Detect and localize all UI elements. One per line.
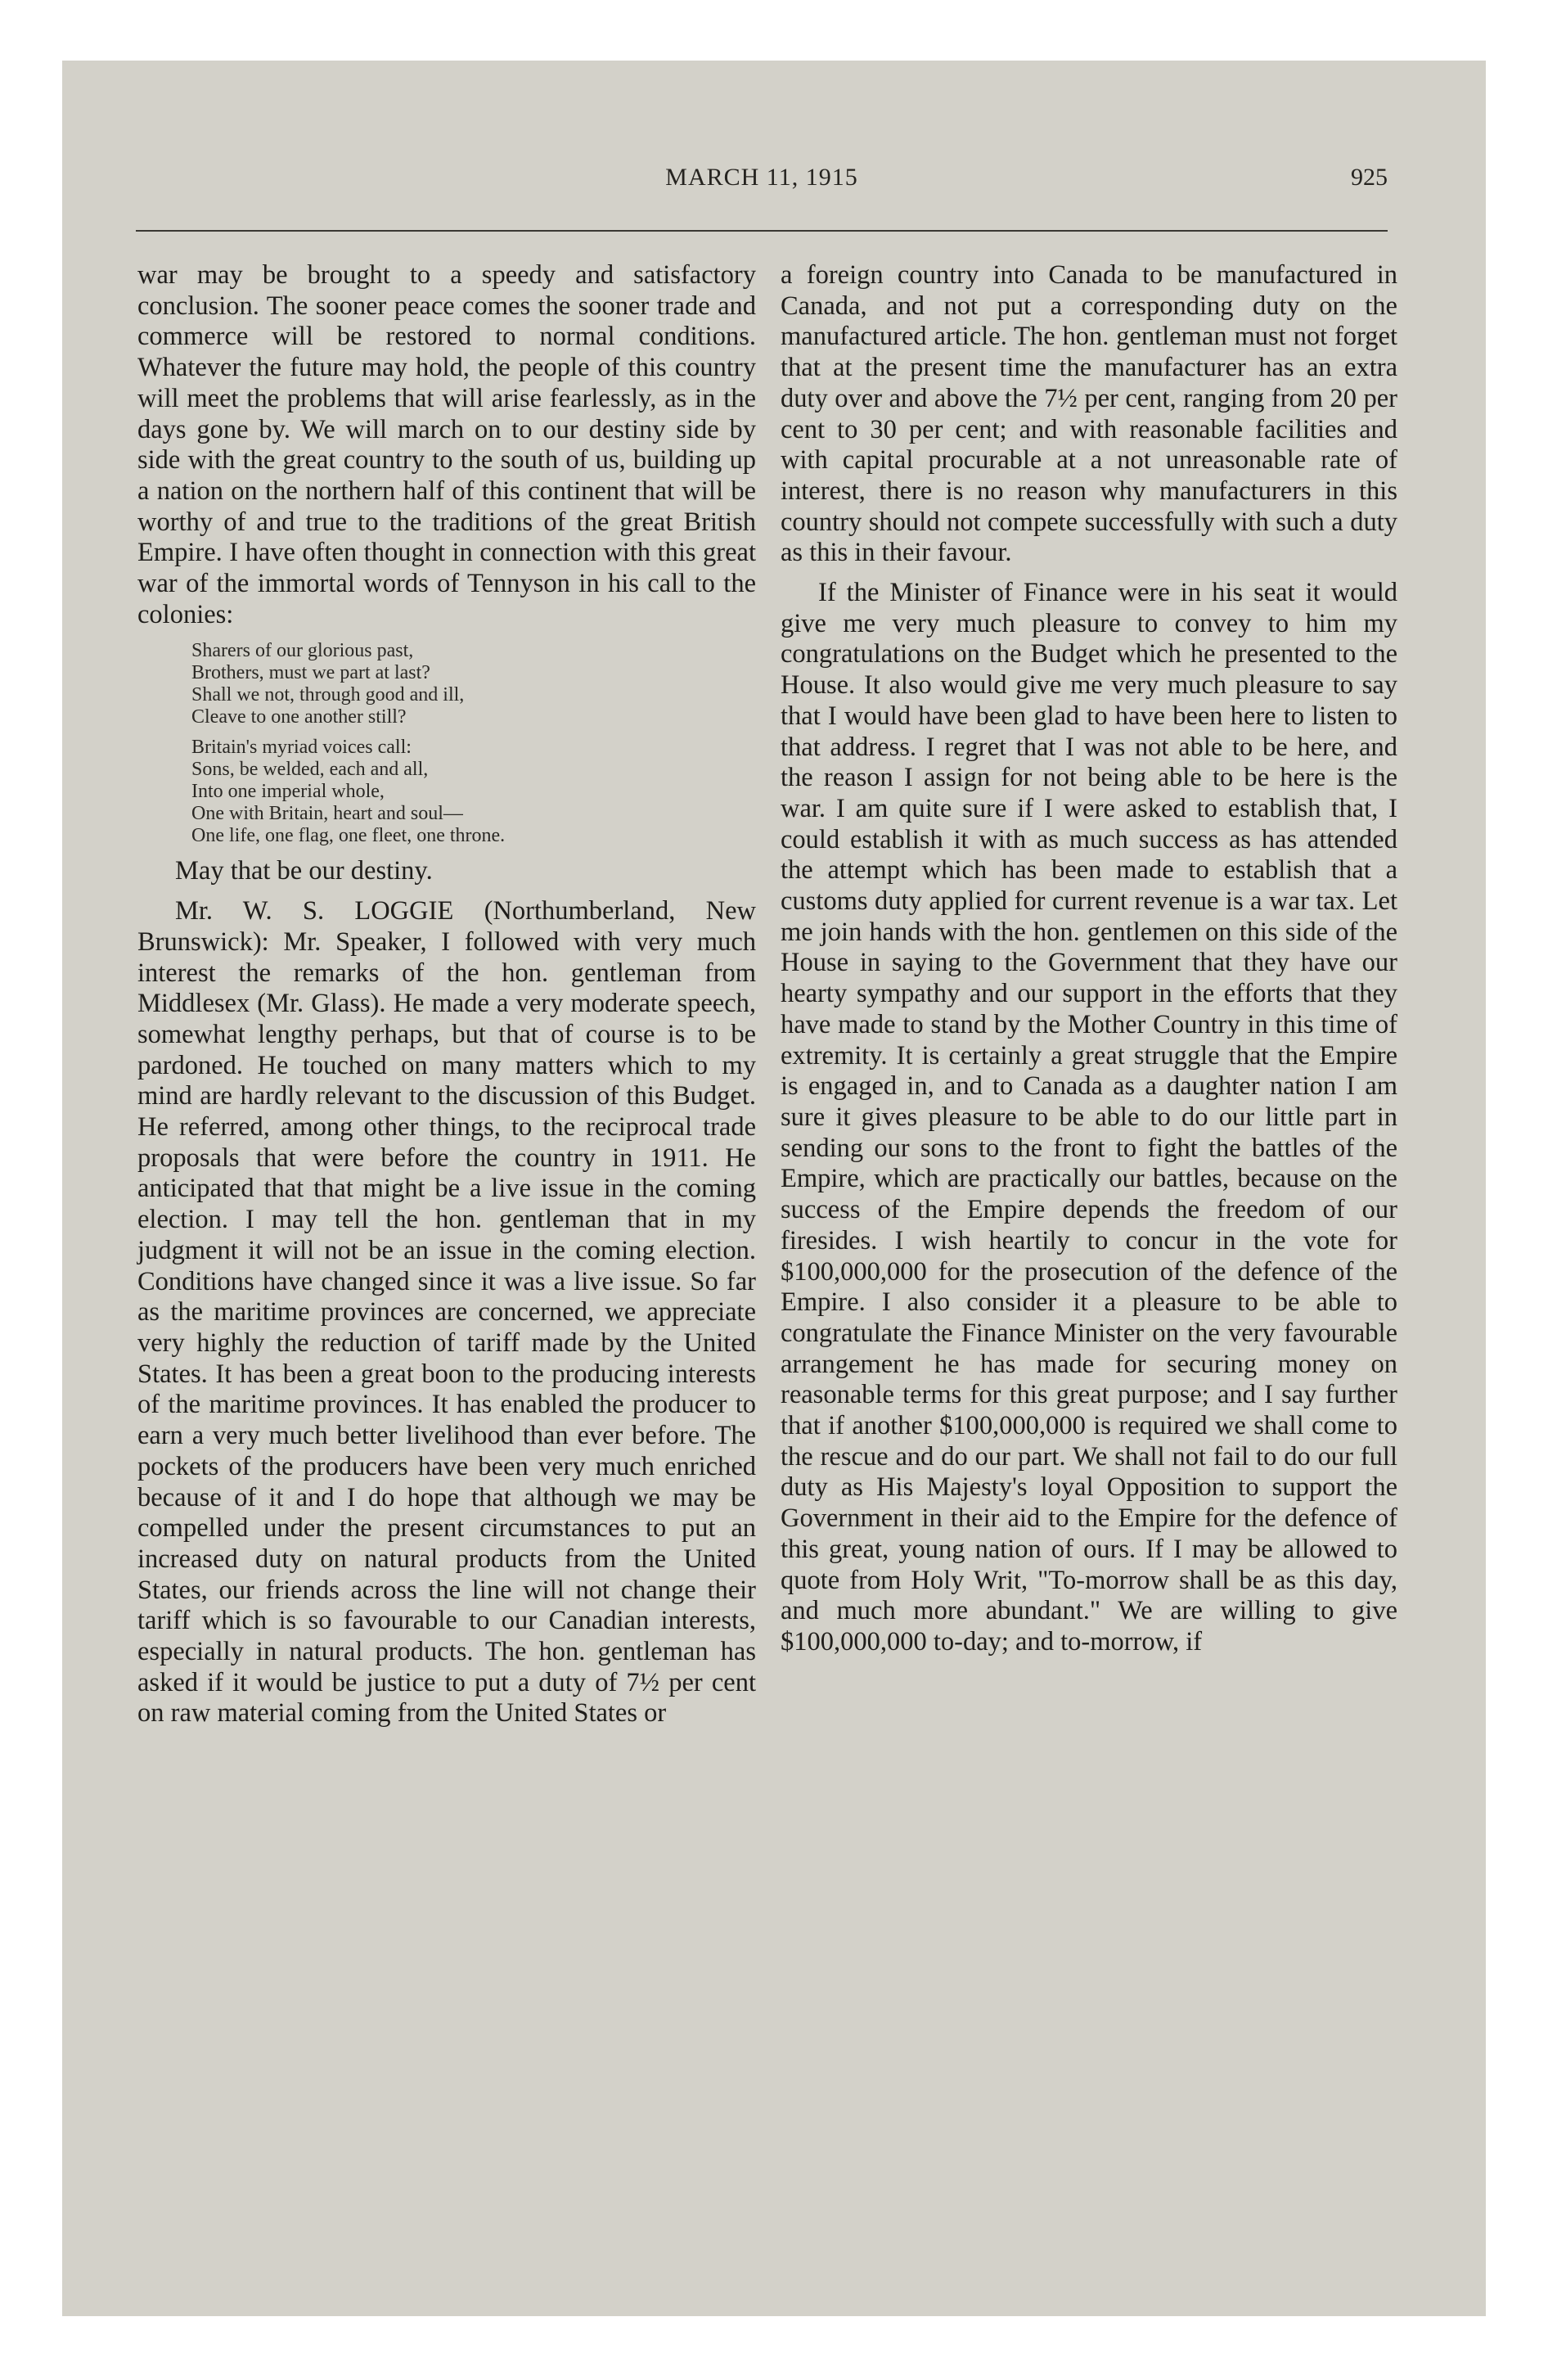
- poem-line: Sharers of our glorious past,: [191, 640, 414, 662]
- poem-line: One life, one flag, one fleet, one throne.: [191, 825, 506, 847]
- paragraph-destiny: May that be our destiny.: [175, 856, 433, 886]
- header-date: MARCH 11, 1915: [665, 164, 858, 191]
- page-number: 925: [1351, 164, 1388, 191]
- poem-line: Sons, be welded, each and all,: [191, 759, 429, 781]
- paragraph-continued: a foreign country into Canada to be manufactured in Canada, and not put a corresponding duty on the manufactured article. The hon. gentleman must not forget that at the present time the manufacturer has an extra duty over and above the 7½ per cent, ranging from 20 per cent to 30 per cent; and with reasonable facilities and with capital procurable at a not unreasonable rate of interest, there is no reason why manufacturers in this country should not compete successfully with such a duty as this in their favour.: [781, 260, 1397, 568]
- right-column: [781, 260, 1397, 1658]
- tennyson-poem: [191, 640, 756, 847]
- left-column: [137, 260, 756, 1729]
- poem-line: Brothers, must we part at last?: [191, 662, 430, 684]
- poem-line: One with Britain, heart and soul—: [191, 803, 463, 825]
- poem-line: Into one imperial whole,: [191, 781, 385, 803]
- header-rule: [136, 230, 1388, 232]
- paragraph-loggie-speech: Mr. W. S. LOGGIE (Northumberland, New Brunswick): Mr. Speaker, I followed with very much interest the remarks of the hon. gentleman from Middlesex (Mr. Glass). He made a very moderate speech, somewhat lengthy perhaps, but that of course is to be pardoned. He touched on many matters which to my mind are hardly relevant to the discussion of this Budget. He referred, among other things, to the reciprocal trade proposals that were before the country in 1911. He anticipated that that might be a live issue in the coming election. I may tell the hon. gentleman that in my judgment it will not be an issue in the coming election. Conditions have changed since it was a live issue. So far as the maritime provinces are concerned, we appreciate very highly the reduction of tariff made by the United States. It has been a great boon to the producing interests of the maritime provinces. It has enabled the producer to earn a very much better livelihood than ever before. The pockets of the producers have been very much enriched because of it and I do hope that although we may be compelled under the present circumstances to put an increased duty on natural products from the United States, our friends across the line will not change their tariff which is so favourable to our Canadian interests, especially in natural products. The hon. gentleman has asked if it would be justice to put a duty of 7½ per cent on raw material coming from the United States or: [137, 896, 756, 1729]
- page-header: [136, 164, 1388, 196]
- poem-line: Britain's myriad voices call:: [191, 737, 412, 759]
- poem-line: Shall we not, through good and ill,: [191, 684, 465, 706]
- poem-stanza-2: [191, 737, 756, 847]
- poem-stanza-1: [191, 640, 756, 728]
- paragraph-minister-of-finance: If the Minister of Finance were in his seat it would give me very much pleasure to convey to him my congratulations on the Budget which he presented to the House. It also would give me very much pleasure to say that I would have been glad to have been here to listen to that address. I regret that I was not able to be here, and the reason I assign for not being able to be here is the war. I am quite sure if I were asked to establish that, I could establish it with as much success as has attended the attempt which has been made to establish that a customs duty applied for current revenue is a war tax. Let me join hands with the hon. gentlemen on this side of the House in saying to the Government that they have our hearty sympathy and our support in the efforts that they have made to stand by the Mother Country in this time of extremity. It is certainly a great struggle that the Empire is engaged in, and to Canada as a daughter nation I am sure it gives pleasure to be able to do our little part in sending our sons to the front to fight the battles of the Empire, which are practically our battles, because on the success of the Empire depends the freedom of our firesides. I wish heartily to concur in the vote for $100,000,000 for the prosecution of the defence of the Empire. I also consider it a pleasure to be able to congratulate the Finance Minister on the very favourable arrangement he has made for securing money on reasonable terms for this great purpose; and I say further that if another $100,000,000 is required we shall come to the rescue and do our part. We shall not fail to do our full duty as His Majesty's loyal Opposition to support the Government in their aid to the Empire for the defence of this great, young nation of ours. If I may be allowed to quote from Holy Writ, "To-morrow shall be as this day, and much more abundant." We are willing to give $100,000,000 to-day; and to-morrow, if: [781, 578, 1397, 1657]
- poem-line: Cleave to one another still?: [191, 706, 407, 728]
- paragraph-continued: war may be brought to a speedy and satisfactory conclusion. The sooner peace comes the sooner trade and commerce will be restored to normal conditions. Whatever the future may hold, the people of this country will meet the problems that will arise fearlessly, as in the days gone by. We will march on to our destiny side by side with the great country to the south of us, building up a nation on the northern half of this continent that will be worthy of and true to the traditions of the great British Empire. I have often thought in connection with this great war of the immortal words of Tennyson in his call to the colonies:: [137, 260, 756, 629]
